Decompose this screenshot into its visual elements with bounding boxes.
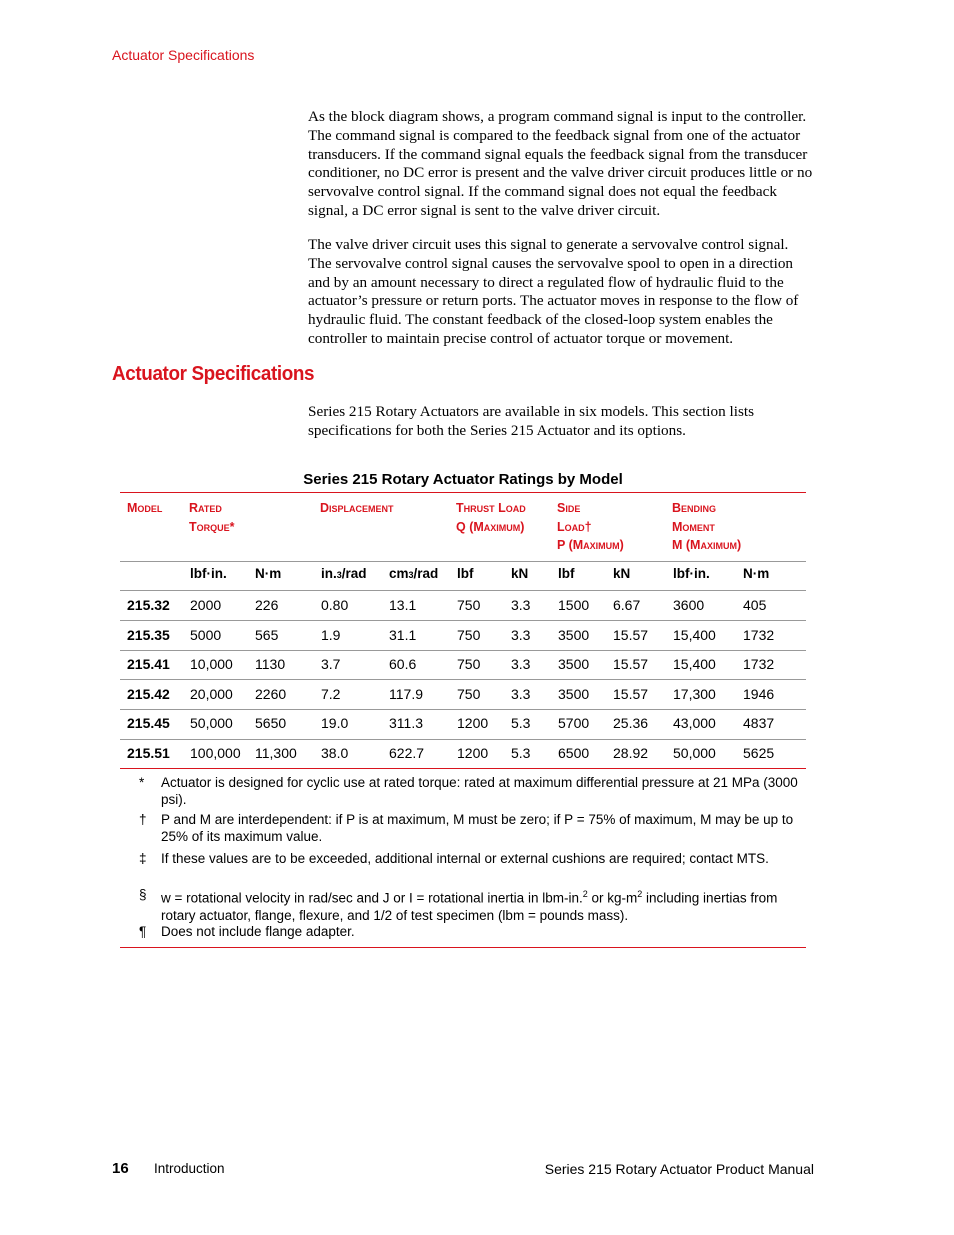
table-cell: 5625 — [743, 745, 775, 761]
unit-displacement-in3: in.3/rad — [321, 566, 367, 581]
table-cell: 1200 — [457, 715, 489, 731]
row-divider — [120, 650, 806, 651]
unit-bending-lbf-in: lbf·in. — [673, 566, 710, 581]
row-divider — [120, 679, 806, 680]
table-cell: 2260 — [255, 686, 287, 702]
table-cell: 3600 — [673, 597, 705, 613]
table-row-model: 215.41 — [127, 656, 170, 672]
table-cell: 10,000 — [190, 656, 233, 672]
table-cell: 1130 — [255, 656, 286, 672]
table-cell: 750 — [457, 627, 481, 643]
footnote-bottom-rule — [120, 947, 806, 948]
table-cell: 100,000 — [190, 745, 241, 761]
footnote-text: Does not include flange adapter. — [161, 924, 355, 939]
table-cell: 15,400 — [673, 656, 716, 672]
table-cell: 311.3 — [389, 715, 423, 731]
footnote-mark: ¶ — [139, 924, 147, 939]
footnote-mark: § — [139, 887, 147, 902]
table-cell: 622.7 — [389, 745, 425, 761]
table-cell: 43,000 — [673, 715, 716, 731]
table-cell: 13.1 — [389, 597, 417, 613]
table-cell: 117.9 — [389, 686, 423, 702]
table-cell: 2000 — [190, 597, 222, 613]
footnote-text: If these values are to be exceeded, additional internal or external cushions are required; contact MTS. — [161, 851, 769, 866]
header-model: Model — [127, 501, 163, 515]
unit-side-kn: kN — [613, 566, 631, 581]
table-cell: 15.57 — [613, 656, 649, 672]
footnote-mark: * — [139, 775, 145, 790]
table-row-model: 215.45 — [127, 715, 170, 731]
table-cell: 6500 — [558, 745, 590, 761]
table-cell: 5700 — [558, 715, 590, 731]
header-divider — [120, 561, 806, 562]
unit-side-lbf: lbf — [558, 566, 575, 581]
table-row-model: 215.32 — [127, 597, 170, 613]
unit-bending-nm: N·m — [743, 566, 770, 581]
table-row-model: 215.42 — [127, 686, 170, 702]
unit-torque-nm: N·m — [255, 566, 282, 581]
row-divider — [120, 739, 806, 740]
header-side-load: Side Load† P (Maximum) — [557, 501, 624, 552]
table-cell: 0.80 — [321, 597, 349, 613]
table-cell: 4837 — [743, 715, 775, 731]
running-head: Actuator Specifications — [112, 47, 255, 63]
table-cell: 50,000 — [673, 745, 716, 761]
footer-section: Introduction — [154, 1161, 225, 1176]
header-thrust-load: Thrust Load Q (Maximum) — [456, 501, 526, 534]
table-cell: 3.3 — [511, 627, 531, 643]
table-bottom-rule — [120, 768, 806, 769]
footnote-text: w = rotational velocity in rad/sec and J or I = rotational inertia in lbm-in.$^2$ or $kg-m^2$ including inertias from rotary actuator, flange, flexure, and 1/2 of test specimen (lbm = pounds mass). — [161, 889, 778, 923]
table-cell: 15.57 — [613, 627, 649, 643]
table-cell: 15.57 — [613, 686, 649, 702]
table-row-model: 215.51 — [127, 745, 170, 761]
section-heading: Actuator Specifications — [112, 362, 315, 385]
table-cell: 6.67 — [613, 597, 641, 613]
table-cell: 1732 — [743, 656, 775, 672]
table-cell: 5000 — [190, 627, 222, 643]
table-row-model: 215.35 — [127, 627, 170, 643]
table-cell: 1.9 — [321, 627, 341, 643]
table-cell: 3500 — [558, 627, 590, 643]
footnote-text: P and M are interdependent: if P is at maximum, M must be zero; if P = 75% of maximum, M may be up to 25% of its maximum value. — [161, 812, 794, 844]
unit-thrust-lbf: lbf — [457, 566, 474, 581]
unit-thrust-kn: kN — [511, 566, 529, 581]
header-displacement: Displacement — [320, 501, 394, 515]
table-cell: 3.3 — [511, 656, 531, 672]
unit-displacement-cm3: cm3/rad — [389, 566, 439, 581]
table-cell: 31.1 — [389, 627, 417, 643]
table-cell: 20,000 — [190, 686, 233, 702]
header-bending-moment: Bending Moment M (Maximum) — [672, 501, 742, 552]
unit-torque-lbf-in: lbf·in. — [190, 566, 227, 581]
body-paragraph-3: Series 215 Rotary Actuators are available in six models. This section lists specifications for both the Series 215 Actuator and its options. — [308, 403, 754, 439]
table-cell: 565 — [255, 627, 279, 643]
table-cell: 3.7 — [321, 656, 341, 672]
table-cell: 750 — [457, 686, 481, 702]
table-cell: 60.6 — [389, 656, 417, 672]
table-cell: 5.3 — [511, 745, 531, 761]
body-paragraph-1: As the block diagram shows, a program command signal is input to the controller. The command signal is compared to the feedback signal from one of the actuator transducers. If the command signal equals the feedback signal from the transducer conditioner, no DC error is present and the valve driver circuit produces little or no servovalve control signal. If the command signal does not equal the feedback signal, a DC error signal is sent to the valve driver circuit. — [308, 108, 813, 219]
row-divider — [120, 590, 806, 591]
table-cell: 38.0 — [321, 745, 349, 761]
table-top-rule — [120, 492, 806, 493]
table-cell: 1500 — [558, 597, 590, 613]
table-title: Series 215 Rotary Actuator Ratings by Model — [303, 471, 623, 488]
table-cell: 3500 — [558, 686, 590, 702]
header-rated-torque: Rated Torque* — [189, 501, 235, 534]
table-cell: 11,300 — [255, 745, 297, 761]
row-divider — [120, 620, 806, 621]
row-divider — [120, 709, 806, 710]
table-cell: 3.3 — [511, 686, 531, 702]
table-cell: 1200 — [457, 745, 489, 761]
table-cell: 7.2 — [321, 686, 341, 702]
table-cell: 405 — [743, 597, 767, 613]
footnote-text: Actuator is designed for cyclic use at rated torque: rated at maximum differential pressure at 21 MPa (3000 psi). — [161, 775, 798, 807]
table-cell: 50,000 — [190, 715, 233, 731]
table-cell: 15,400 — [673, 627, 716, 643]
table-cell: 5650 — [255, 715, 287, 731]
table-cell: 28.92 — [613, 745, 649, 761]
table-cell: 3500 — [558, 656, 590, 672]
table-cell: 5.3 — [511, 715, 531, 731]
footnote-mark: † — [139, 812, 147, 827]
table-cell: 750 — [457, 597, 481, 613]
table-cell: 17,300 — [673, 686, 716, 702]
footnote-mark: ‡ — [139, 851, 147, 866]
table-cell: 19.0 — [321, 715, 349, 731]
table-cell: 25.36 — [613, 715, 649, 731]
page-number: 16 — [112, 1160, 129, 1177]
table-cell: 3.3 — [511, 597, 531, 613]
table-cell: 750 — [457, 656, 481, 672]
footer-doc-title: Series 215 Rotary Actuator Product Manual — [544, 1161, 814, 1177]
table-cell: 1946 — [743, 686, 775, 702]
body-paragraph-2: The valve driver circuit uses this signal to generate a servovalve control signal. The servovalve control signal causes the servovalve spool to open in a direction and by an amount necessary to direct a regulated flow of hydraulic fluid to the actuator’s pressure or return ports. The actuator moves in response to the flow of hydraulic fluid. The constant feedback of the closed-loop system enables the controller to maintain precise control of actuator torque or movement. — [308, 236, 799, 347]
table-cell: 1732 — [743, 627, 775, 643]
table-cell: 226 — [255, 597, 279, 613]
